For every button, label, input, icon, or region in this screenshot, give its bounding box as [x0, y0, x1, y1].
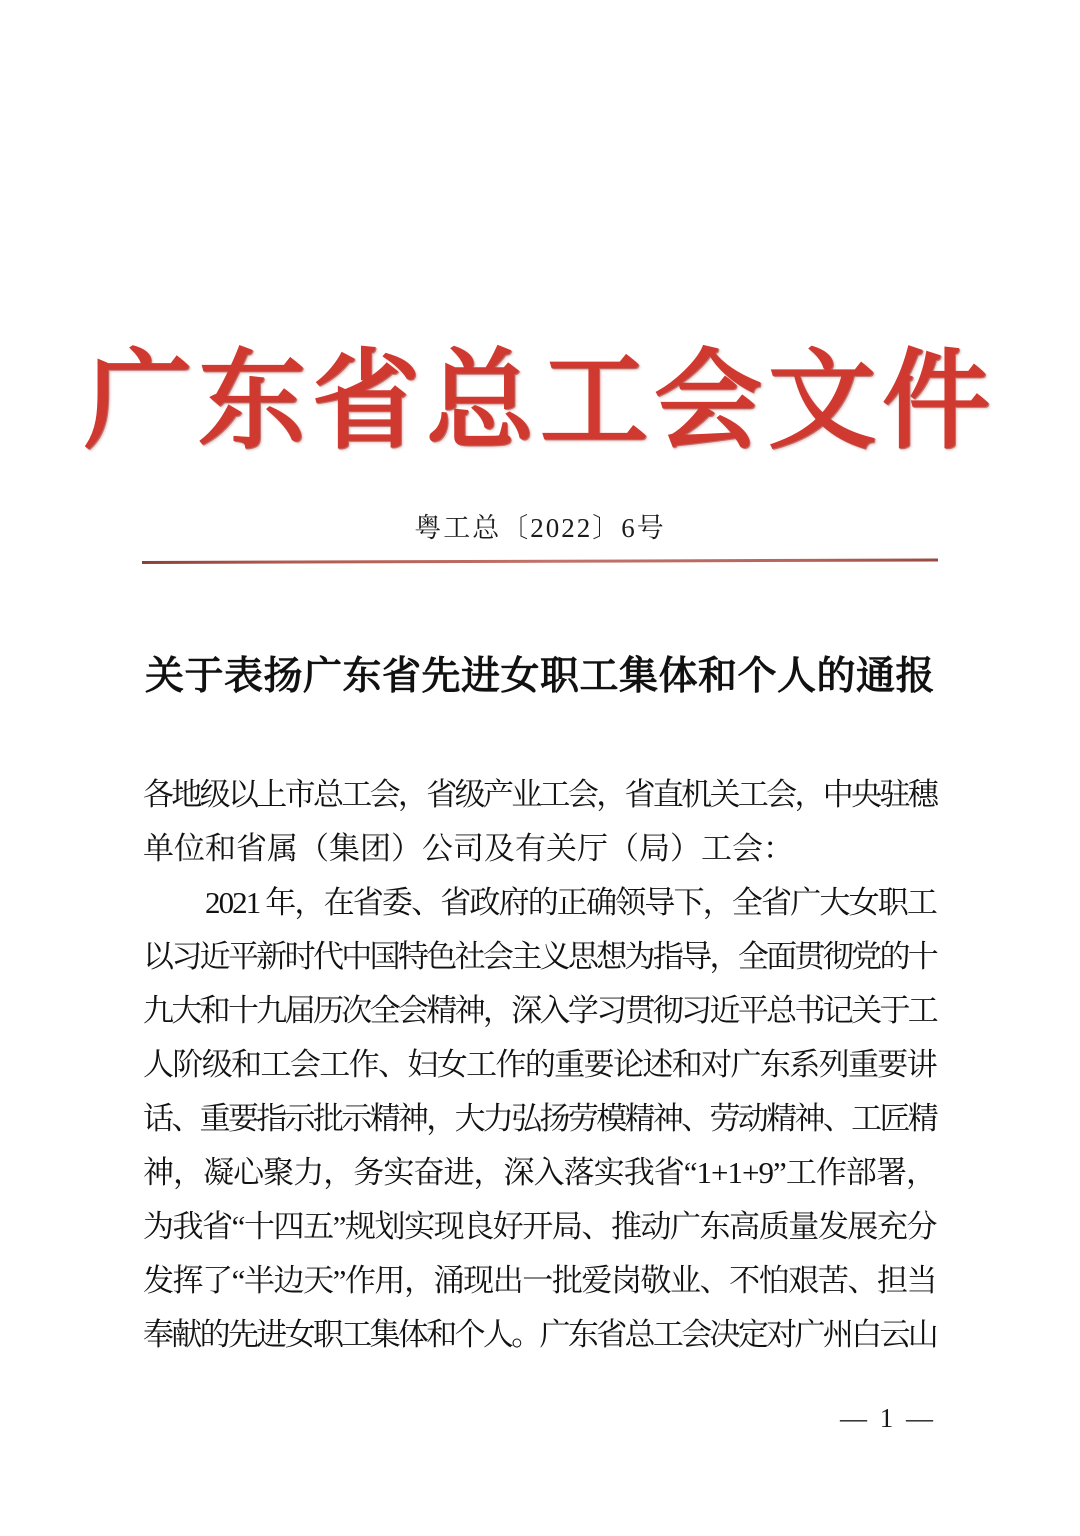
body-line: 奉献的先进女职工集体和个人。广东省总工会决定对广州白云山	[143, 1317, 936, 1352]
body-line: 各地级以上市总工会，省级产业工会，省直机关工会，中央驻穗	[143, 777, 936, 812]
body-line: 人阶级和工会工作、妇女工作的重要论述和对广东系列重要讲	[143, 1047, 936, 1082]
body-line: 以习近平新时代中国特色社会主义思想为指导，全面贯彻党的十	[143, 939, 936, 974]
body-line: 发挥了“半边天”作用，涌现出一批爱岗敬业、不怕艰苦、担当	[143, 1263, 936, 1298]
red-separator-rule	[142, 558, 938, 564]
body-line: 为我省“十四五”规划实现良好开局、推动广东高质量发展充分	[143, 1209, 936, 1244]
body-line: 话、重要指示批示精神，大力弘扬劳模精神、劳动精神、工匠精	[143, 1101, 936, 1136]
page-number-footer: — 1 —	[840, 1403, 936, 1433]
body-line: 神，凝心聚力，务实奋进，深入落实我省“1+1+9”工作部署，	[143, 1155, 936, 1190]
body-line: 单位和省属（集团）公司及有关厅（局）工会：	[143, 831, 794, 866]
body-line: 九大和十九届历次全会精神，深入学习贯彻习近平总书记关于工	[143, 993, 936, 1028]
masthead-title: 广东省总工会文件	[83, 343, 996, 462]
page-title: 关于表扬广东省先进女职工集体和个人的通报	[144, 655, 935, 698]
document-number: 粤工总〔2022〕6号	[414, 513, 666, 543]
body-line: 2021 年，在省委、省政府的正确领导下，全省广大女职工	[205, 885, 936, 920]
body-text	[143, 768, 936, 1362]
